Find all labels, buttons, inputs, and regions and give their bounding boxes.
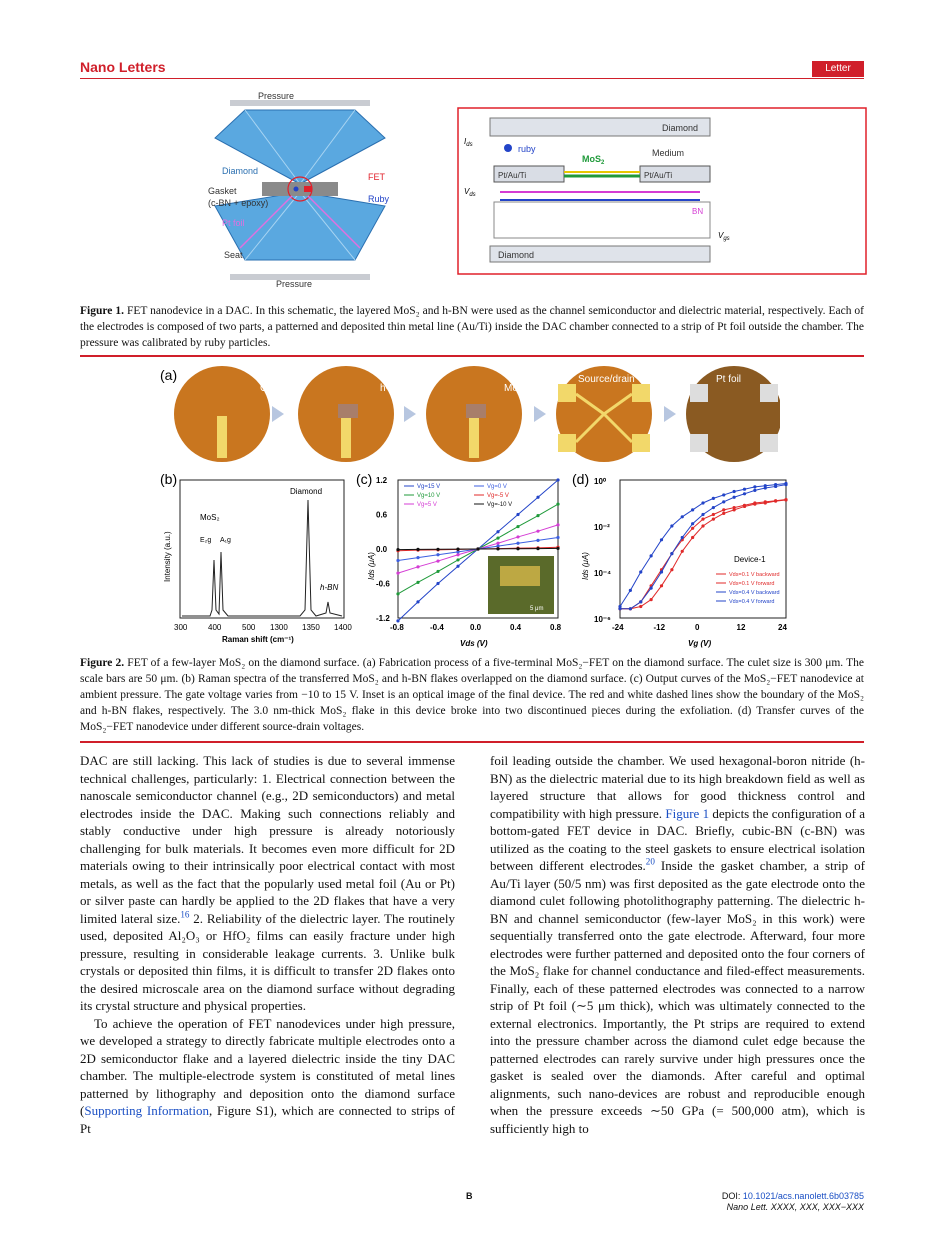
data-point [516,525,519,528]
data-point [556,523,559,526]
panel-c-xtick: 0.8 [550,623,562,632]
panel-b-xtick: 1300 [270,623,288,632]
label-gasket-sub: (c-BN + epoxy) [208,198,269,208]
data-point [536,496,539,499]
figure2-caption [80,655,864,735]
peak-e2g-label: E₂g [200,537,212,544]
peak-hbn-label: h-BN [320,583,339,592]
panel-d [572,471,788,648]
panel-d-ytick: 10⁻⁶ [594,615,611,624]
data-point [712,513,715,516]
data-point [722,512,725,515]
panel-d-ylabel: Ids (μA) [581,552,590,580]
data-point [733,496,736,499]
inset-vgs-sub: gs [723,236,730,242]
data-point [629,607,632,610]
panel-d-xtick: -24 [612,623,624,632]
panel-c-legend [404,484,512,508]
panel-b-xtick: 1400 [334,623,352,632]
data-point [436,570,439,573]
header-rule [80,78,864,79]
fab-arrow-3 [534,406,546,422]
inset-ids: I [464,137,467,146]
panel-b-xtick: 1350 [302,623,320,632]
data-point [456,565,459,568]
data-point [691,536,694,539]
panel-b-xtick: 500 [242,623,256,632]
data-point [416,600,419,603]
data-point [733,490,736,493]
fab-step-2 [298,366,403,462]
fet-inset [458,108,866,274]
label-pt-foil: Pt foil [222,218,245,228]
data-point [774,485,777,488]
panel-b-xtick: 400 [208,623,222,632]
data-point [701,518,704,521]
inset-ids-sub: ds [466,142,473,148]
data-point [639,600,642,603]
panel-c-ytick: 0.0 [376,545,388,554]
legend-label: Vds=0.1 V forward [729,581,775,587]
data-point [496,542,499,545]
data-point [712,497,715,500]
panel-a-label: (a) [160,367,178,383]
data-point [456,558,459,561]
data-point [436,559,439,562]
inset-medium: Medium [652,148,685,158]
journal-title: Nano Letters [80,59,166,75]
inset-bn: BN [692,207,704,216]
legend-label: Vg=-5 V [487,493,509,499]
panel-b-xlabel: Raman shift (cm⁻¹) [222,635,294,644]
data-point [436,582,439,585]
peak-a1g-label: A₁g [220,537,231,544]
page-number: B [466,1191,473,1201]
data-point [784,498,787,501]
data-point [712,518,715,521]
data-point [416,565,419,568]
data-point [753,489,756,492]
data-point [396,592,399,595]
panel-d-ytick: 10⁰ [594,477,607,486]
panel-c-xtick: -0.8 [390,623,404,632]
label-diamond: Diamond [222,166,259,176]
data-point [396,619,399,622]
data-point [618,607,621,610]
data-point [681,550,684,553]
data-point [701,501,704,504]
legend-label: Vg=15 V [417,484,441,490]
panel-d-ytick: 10⁻² [594,523,610,532]
data-point [536,539,539,542]
data-point [556,547,559,550]
data-point [722,493,725,496]
data-point [476,547,479,550]
figure1-caption [80,303,864,351]
fab-step-5-label: Pt foil [716,374,742,385]
doi-link[interactable]: 10.1021/acs.nanolett.6b03785 [742,1191,864,1201]
panel-b-frame [180,480,344,618]
data-point [681,515,684,518]
data-point [639,605,642,608]
data-point [650,554,653,557]
data-point [701,513,704,516]
data-point [743,505,746,508]
label-seat: Seat [224,250,243,260]
data-point [753,503,756,506]
fab-arrow-4 [664,406,676,422]
figure2-rule [80,741,864,743]
panel-d-xtick: 0 [695,623,700,632]
data-point [456,548,459,551]
legend-label: Vg=10 V [417,493,441,499]
panel-d-frame [620,480,786,618]
inset-vds-sub: ds [469,192,476,198]
figure1-caption-label: Figure 1. [80,305,124,317]
inset-electrode-right: Pt/Au/Ti [644,171,673,180]
fab-step-5 [686,366,780,462]
data-point [784,483,787,486]
label-gasket: Gasket [208,186,237,196]
panel-c-ytick: -0.6 [376,579,390,589]
fab-arrow-2 [404,406,416,422]
data-point [396,572,399,575]
panel-c-ytick: 0.6 [376,510,388,520]
citation-line: Nano Lett. XXXX, XXX, XXX−XXX [726,1202,864,1212]
panel-b-ticks [174,623,352,632]
panel-d-xlabel: Vg (V) [688,639,712,648]
legend-label: Vds=0.4 V backward [729,590,780,596]
data-point [536,514,539,517]
legend-label: Vg=-10 V [487,502,513,508]
data-point [516,513,519,516]
inset-mos2-sub: 2 [601,160,605,166]
data-point [753,485,756,488]
panel-b-xtick: 300 [174,623,188,632]
data-point [516,535,519,538]
inset-mos2: MoS [582,154,601,164]
inset-diamond-bottom: Diamond [498,250,535,260]
data-point [722,508,725,511]
figure2-charts [160,470,790,650]
figure1-caption-text: FET nanodevice in a DAC. In this schematic, the layered MoS₂ and h-BN were used as the channel semiconductor and dielectric material, respectively. Each of the electrodes is composed of two parts, a patterned and deposited thin metal line (Au/Ti) inside the DAC chamber connected to a strip of Pt foil outside the chamber. The pressure was calibrated by ruby particles. [80,305,865,349]
figure1-rule [80,355,864,357]
data-point [691,508,694,511]
label-pressure-top: Pressure [258,91,295,101]
panel-c-inset-scale: 5 μm [530,606,544,612]
panel-d-device-label: Device-1 [734,555,766,564]
data-point [660,570,663,573]
data-point [774,500,777,503]
inset-vds: V [464,187,470,196]
data-point [650,587,653,590]
figure1-link[interactable]: Figure 1 [665,805,710,821]
panel-d-ytick: 10⁻⁴ [594,569,612,578]
data-point [416,548,419,551]
ref-16-link[interactable]: 16 [180,909,190,920]
panel-c-xtick: 0.4 [510,623,522,632]
panel-b-ylabel: Intensity (a.u.) [163,531,172,582]
panel-c-label: (c) [356,471,373,487]
panel-d-label: (d) [572,471,590,487]
data-point [701,524,704,527]
data-point [681,536,684,539]
data-point [556,478,559,481]
label-pressure-bottom: Pressure [276,279,313,288]
fab-step-1 [174,366,282,462]
data-point [722,500,725,503]
data-point [496,530,499,533]
fab-step-3 [426,366,529,462]
inset-diamond-top: Diamond [662,123,699,133]
data-point [456,553,459,556]
ref-20-link[interactable]: 20 [645,856,655,867]
panel-d-xtick: 12 [736,623,746,632]
panel-d-xtick: -12 [653,623,666,632]
data-point [436,548,439,551]
data-point [743,492,746,495]
data-point [743,488,746,491]
data-point [516,547,519,550]
fab-step-4-label: Source/drain [578,374,635,385]
panel-c-xlabel: Vds (V) [460,639,488,648]
panel-d-legend [716,572,780,605]
panel-c-xtick: 0.0 [470,623,482,632]
data-point [733,508,736,511]
label-fet: FET [368,172,385,182]
article-type-badge: Letter [812,61,864,77]
data-point [536,547,539,550]
data-point [556,536,559,539]
figure2-caption-label: Figure 2. [80,657,125,669]
data-point [639,570,642,573]
panel-c [356,471,562,648]
data-point [670,568,673,571]
doi-line: DOI: 10.1021/acs.nanolett.6b03785 [721,1191,864,1201]
peak-diamond-label: Diamond [290,487,323,496]
figure1-image [200,88,870,288]
panel-b [160,471,352,644]
legend-label: Vg=5 V [417,502,437,508]
data-point [556,503,559,506]
data-point [496,547,499,550]
data-point [660,584,663,587]
figure2-panel-a [160,366,780,466]
data-point [536,530,539,533]
inset-ruby: ruby [518,144,536,154]
fab-step-1-label: Gate [260,383,282,394]
panel-c-ylabel: Ids (μA) [367,552,376,580]
data-point [496,536,499,539]
data-point [516,542,519,545]
panel-c-ytick: -1.2 [376,614,390,623]
label-ruby: Ruby [368,194,390,204]
panel-c-ytick: 1.2 [376,476,388,485]
dac-schematic [208,91,390,288]
panel-d-xtick: 24 [778,623,787,632]
body-left-column [80,752,455,1137]
right-paragraph-1: foil leading outside the chamber. We used hexagonal-boron nitride (h-BN) as the dielectric material due to its high breakdown field as well as layered structure that allows for good thickness control and compatibility with high pressure. Figure 1 depicts the configuration of a bottom-gated FET device in DAC. Briefly, cubic-BN (c-BN) was utilized as the coating to the steel gaskets to ensure electrical isolation between different electrodes.$^{20}$ Inside the gasket chamber, a strip of Au/Ti layer (50/5 nm) was first deposited as the gate electrode onto the diamond culet following photolithography patterning. The dielectric h-BN and channel semiconductor (few-layer MoS₂ in this work) were sequentially transferred onto the gate electrode. Afterward, four more electrodes were further patterned and deposited onto the four corners of the MoS₂ flake for channel conductance and filed-effect measurements. Finally, each of these patterned electrodes was connected to a narrow strip of Pt foil (∼5 μm thick), which was ultimately connected to the external electronics. Importantly, the Pt strips are required to extend into the pressure chamber across the diamond culet edge because the patterned electrodes can rarely survive under high pressures once the gasket is sealed over the diamonds. After careful and optimal alignments, such nano-devices are robust and reproducible enough when the pressure exceeds ∼50 GPa (= 500,000 atm), which is sufficiently high to [490,753,865,1136]
data-point [650,598,653,601]
data-point [416,581,419,584]
fab-step-2-label: h-BN [380,383,403,394]
fab-arrow-1 [272,406,284,422]
data-point [416,556,419,559]
body-right-column [490,752,865,1137]
data-point [670,524,673,527]
fab-step-4 [556,366,652,462]
data-point [660,538,663,541]
data-point [396,559,399,562]
panel-b-label: (b) [160,471,178,487]
data-point [396,548,399,551]
supporting-information-link[interactable]: Supporting Information [84,1103,209,1118]
left-paragraph-2: To achieve the operation of FET nanodevices under high pressure, we developed a strategy to directly fabricate multiple electrodes onto a 2D semiconductor flake and a layered dielectric inside the tiny DAC chamber. The multiple-electrode system is constituted of metal lines patterned by lithography and deposition onto the diamond surface (Supporting Information, Figure S1), which are connected to strips of Pt [80,1015,455,1136]
legend-label: Vg=0 V [487,484,507,490]
data-point [691,527,694,530]
legend-label: Vds=0.1 V backward [729,572,780,578]
panel-c-xtick: -0.4 [430,623,444,632]
data-point [691,522,694,525]
figure2-caption-text: FET of a few-layer MoS₂ on the diamond surface. (a) Fabrication process of a five-terminal MoS₂−FET on the diamond surface. The culet size is 300 μm. The scale bars are 50 μm. (b) Raman spectra of the transferred MoS₂ and h-BN flakes overlapped on the diamond surface. (c) Output curves of the MoS₂−FET nanodevice at ambient pressure. The gate voltage varies from −10 to 15 V. Inset is an optical image of the final device. The red and white dashed lines show the boundary of the MoS₂ and h-BN flakes, respectively. The 3.0 nm-thick MoS₂ flake in this device broke into two discontinued pieces during the exfoliation. (d) Transfer curves of the MoS₂−FET nanodevice under different source-drain voltages. [80,657,864,733]
panel-a-images [160,366,780,466]
legend-label: Vds=0.4 V forward [729,599,775,605]
inset-electrode-left: Pt/Au/Ti [498,171,527,180]
data-point [436,553,439,556]
data-point [629,589,632,592]
inset-vgs: V [718,231,724,240]
data-point [670,552,673,555]
data-point [764,486,767,489]
data-point [712,506,715,509]
peak-mos2-label: MoS₂ [200,513,220,522]
data-point [764,501,767,504]
left-paragraph-1: DAC are still lacking. This lack of studies is due to several immense technical challenges, particularly: 1. Electrical connection between the nanoscale semiconductor channel (e.g., 2D semiconductors) and metal electrodes inside the DAC. Making such connections reliably and stably conductive under high pressure is already notoriously challenging for bulk materials. It becomes even more difficult for 2D materials owing to their intrinsically poor electrical contact with most metals, as well as the fact that the popularly used metal foil (Au or Pt) or silver paste can hardly be applied to the 2D flakes that have a very limited lateral size.$^{16}$ 2. Reliability of the dielectric layer. The routinely used, deposited Al₂O₃ or HfO₂ films can easily fracture under high pressure, resulting in considerable leakage currents. 3. Unlike bulk crystals or deposited thin films, it is difficult to transfer 2D flakes onto the desired microscale area on the diamond surface without degrading its crystal structure and physical properties. [80,753,456,1013]
fab-step-3-label: MoS₂ [504,383,529,394]
